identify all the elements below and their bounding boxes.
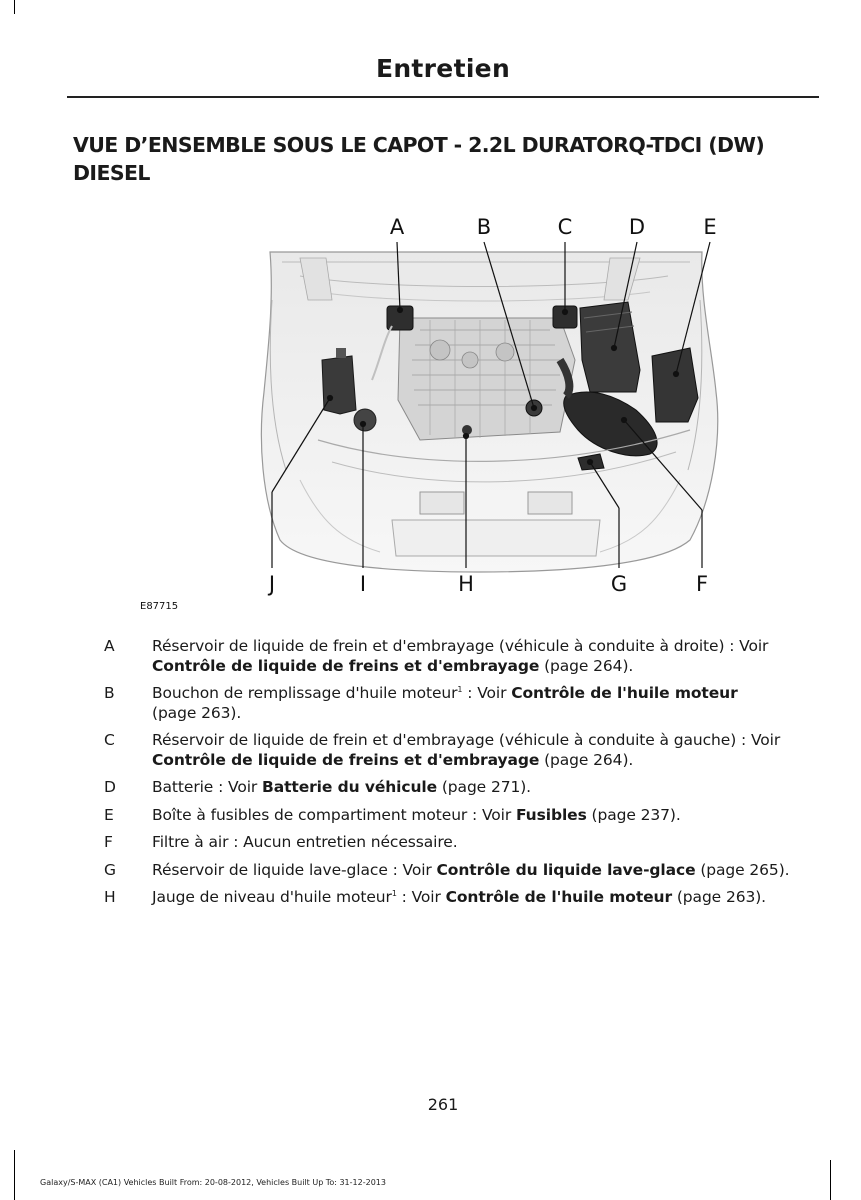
legend-item: G Réservoir de liquide lave-glace : Voir Contrôle du liquide lave-glace (page 265).: [104, 860, 790, 879]
footer-text: Galaxy/S-MAX (CA1) Vehicles Built From: 20-08-2012, Vehicles Built Up To: 31-12-2013: [40, 1178, 386, 1187]
cross-reference: Contrôle de liquide de freins et d'embrayage: [152, 656, 540, 675]
legend-key: D: [104, 778, 116, 796]
legend-item: E Boîte à fusibles de compartiment moteur : Voir Fusibles (page 237).: [104, 805, 681, 824]
section-title: VUE D’ENSEMBLE SOUS LE CAPOT - 2.2L DURATORQ-TDCI (DW) DIESEL: [73, 133, 765, 185]
legend-item: D Batterie : Voir Batterie du véhicule (page 271).: [104, 778, 532, 796]
crop-mark-bottom-left: [14, 1150, 15, 1200]
callout-j: J: [268, 572, 276, 596]
legend-key: H: [104, 888, 116, 906]
callout-g: G: [610, 572, 628, 596]
cross-reference: Contrôle de liquide de freins et d'embrayage: [152, 750, 540, 769]
callout-e: E: [703, 215, 717, 239]
cross-reference: Contrôle du liquide lave-glace: [436, 860, 696, 879]
page-header-title: Entretien: [375, 54, 511, 83]
legend-item: F Filtre à air : Aucun entretien nécessaire.: [104, 833, 458, 851]
legend-key: C: [104, 731, 115, 749]
legend-item: C Réservoir de liquide de frein et d'embrayage (véhicule à conduite à gauche) : Voir Contrôle de liquide de freins et d'embrayage (page 264).: [104, 731, 781, 769]
legend-item: A Réservoir de liquide de frein et d'embrayage (véhicule à conduite à droite) : Voir Contrôle de liquide de freins et d'embrayage (page 264).: [104, 637, 769, 675]
cross-reference: Fusibles: [515, 805, 587, 824]
cross-reference: Batterie du véhicule: [262, 778, 438, 796]
legend-key: F: [104, 833, 113, 851]
callout-d: D: [628, 215, 646, 239]
legend-key: B: [104, 684, 115, 702]
callout-c: C: [557, 215, 573, 239]
cross-reference: Contrôle de l'huile moteur: [445, 888, 673, 906]
figure-code: E87715: [140, 601, 179, 612]
cross-reference: Contrôle de l'huile moteur: [511, 684, 738, 702]
crop-mark-bottom-right: [830, 1160, 831, 1200]
callout-h: H: [458, 572, 474, 596]
page-number: 261: [427, 1095, 459, 1114]
callout-i: I: [359, 572, 367, 596]
legend-item: H Jauge de niveau d'huile moteur$^1$ : Voir Contrôle de l'huile moteur (page 263).: [104, 888, 767, 906]
footnote-marker: 1: [391, 889, 397, 898]
legend-key: E: [104, 805, 114, 824]
legend-key: A: [104, 637, 115, 655]
legend-key: G: [104, 860, 116, 879]
legend-list: [0, 637, 861, 916]
callout-b: B: [476, 215, 492, 239]
footnote-marker: 1: [457, 685, 463, 694]
legend-item: B Bouchon de remplissage d'huile moteur$^1$ : Voir Contrôle de l'huile moteur (page 263).: [104, 684, 738, 722]
callout-a: A: [389, 215, 405, 239]
callout-f: F: [695, 572, 709, 596]
